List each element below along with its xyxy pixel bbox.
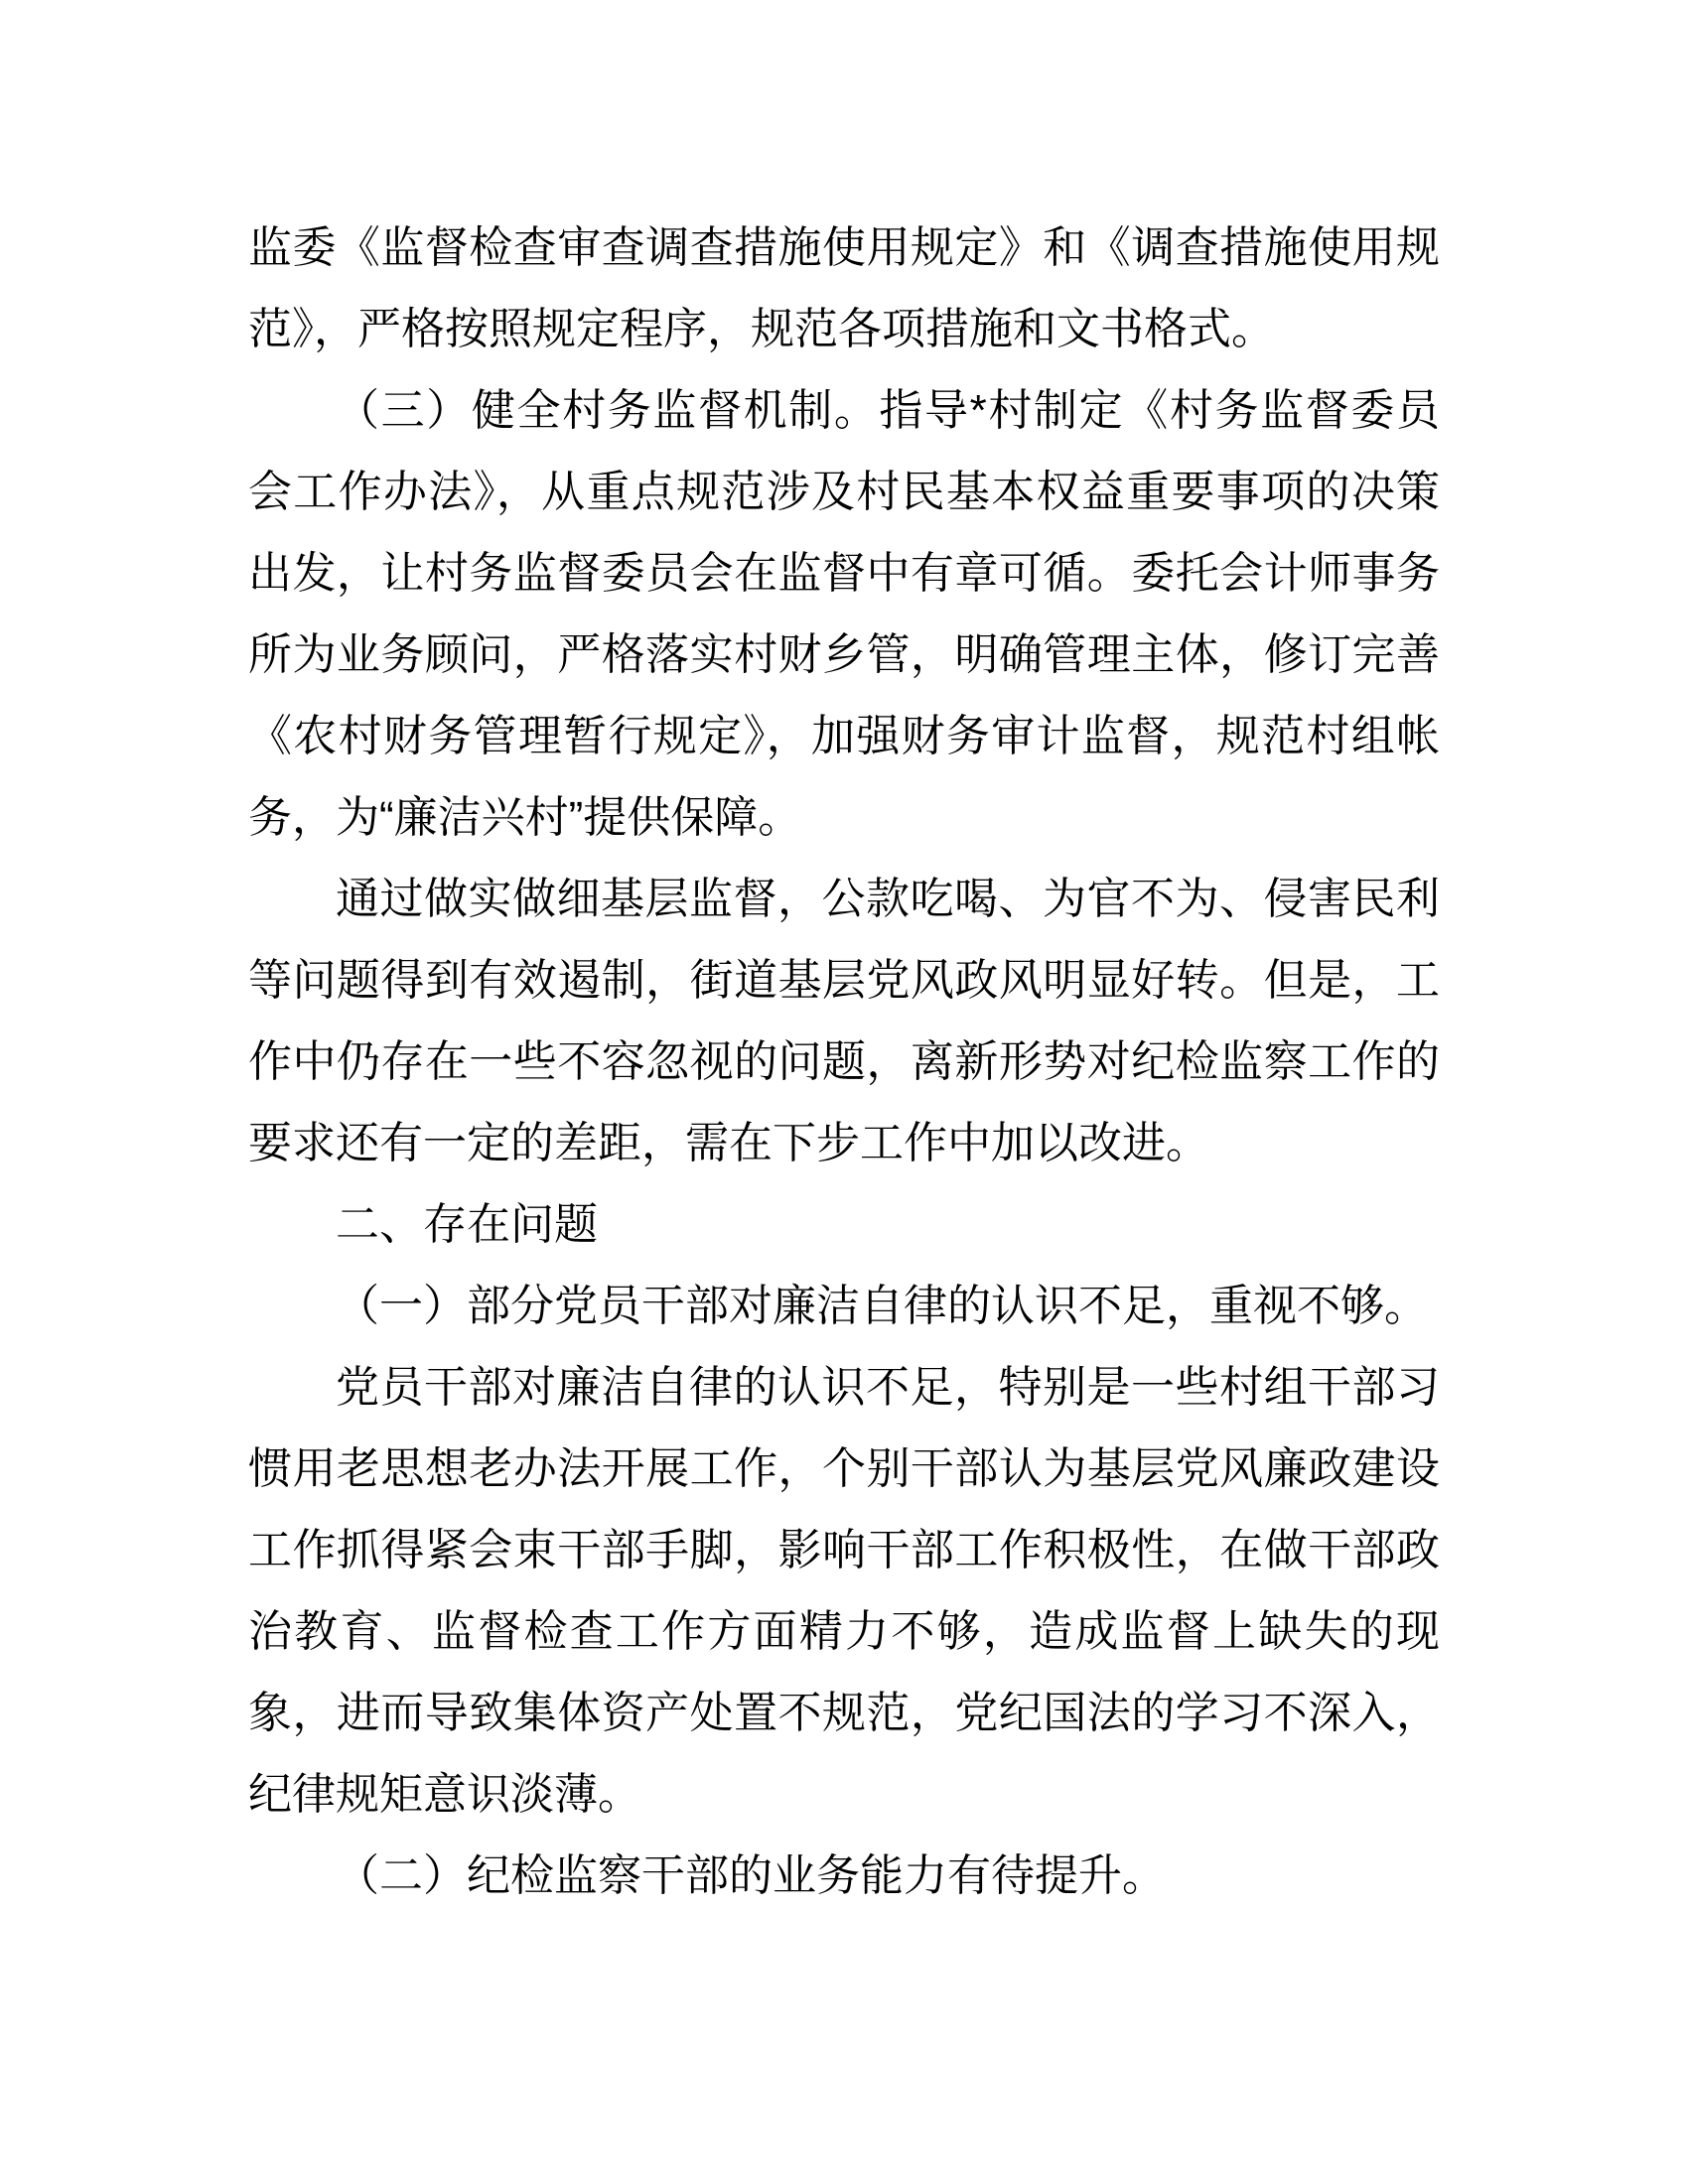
heading-problem-1: （一）部分党员干部对廉洁自律的认识不足，重视不够。 bbox=[336, 1282, 1428, 1330]
paragraph-item-3-village-supervision: （三）健全村务监督机制。指导*村制定《村务监督委员会工作办法》，从重点规范涉及村民基本权益重要事项的决策出发，让村务监督委员会在监督中有章可循。委托会计师事务所为业务顾问，严格落实村财乡管，明确管理主体，修订完善《农村财务管理暂行规定》，加强财务审计监督，规范村组帐务，为“廉洁兴村”提供保障。 bbox=[248, 386, 1440, 842]
paragraph-continuation: 监委《监督检查审查调查措施使用规定》和《调查措施使用规范》，严格按照规定程序，规范各项措施和文书格式。 bbox=[248, 223, 1440, 353]
heading-problem-2: （二）纪检监察干部的业务能力有待提升。 bbox=[336, 1851, 1166, 1900]
document-body bbox=[248, 207, 1440, 1917]
heading-section-2-problems: 二、存在问题 bbox=[336, 1200, 598, 1249]
paragraph-problem-1-detail: 党员干部对廉洁自律的认识不足，特别是一些村组干部习惯用老思想老办法开展工作，个别干部认为基层党风廉政建设工作抓得紧会束干部手脚，影响干部工作积极性，在做干部政治教育、监督检查工作方面精力不够，造成监督上缺失的现象，进而导致集体资产处置不规范，党纪国法的学习不深入，纪律规矩意识淡薄。 bbox=[248, 1363, 1440, 1819]
paragraph-summary: 通过做实做细基层监督，公款吃喝、为官不为、侵害民利等问题得到有效遏制，街道基层党风政风明显好转。但是，工作中仍存在一些不容忽视的问题，离新形势对纪检监察工作的要求还有一定的差距，需在下步工作中加以改进。 bbox=[248, 875, 1440, 1167]
